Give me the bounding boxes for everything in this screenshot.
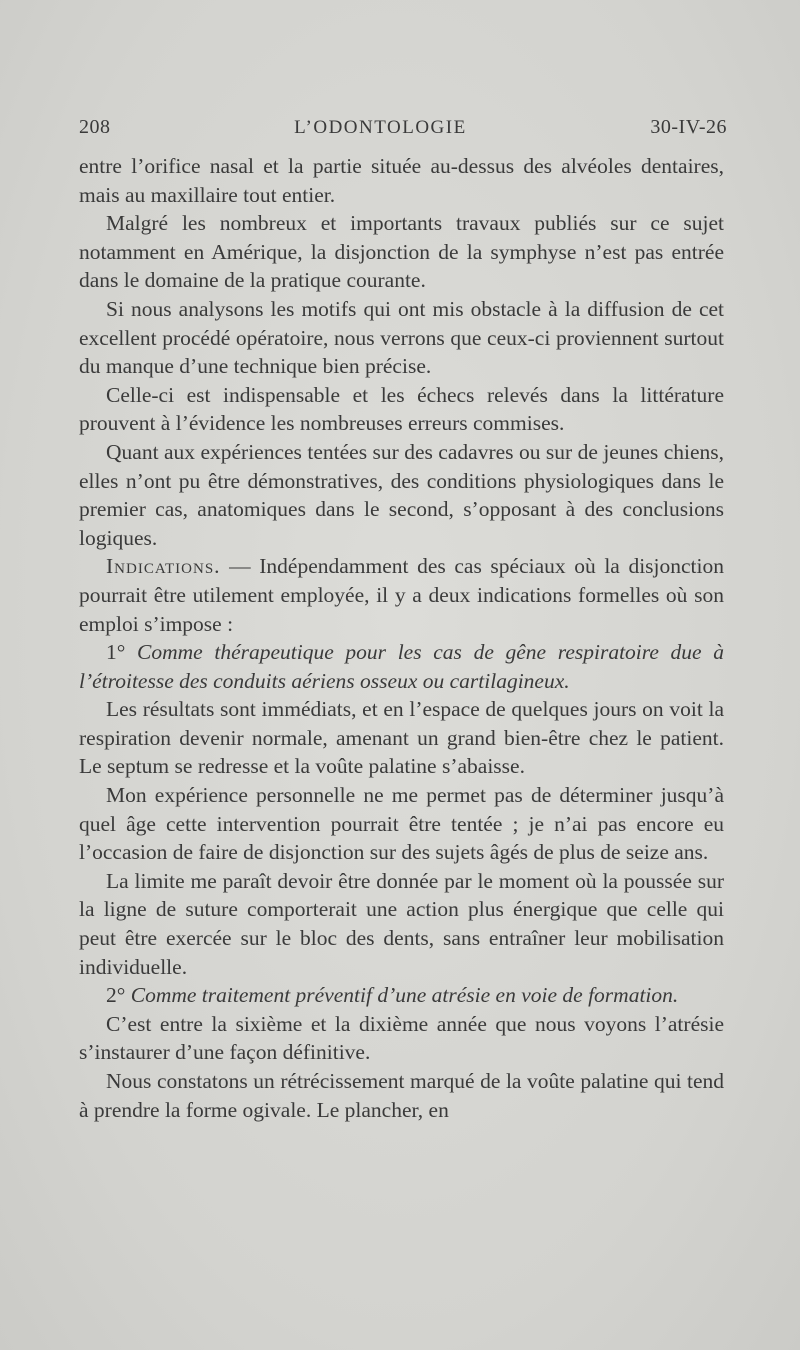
indication-title: Comme thérapeutique pour les cas de gêne respiratoire due à l’étroitesse des conduits aériens osseux ou cartilagineux. xyxy=(79,640,724,693)
body-text xyxy=(79,152,724,1124)
paragraph xyxy=(79,638,724,695)
paragraph: La limite me paraît devoir être donnée par le moment où la poussée sur la ligne de suture comporterait une action plus énergique que celle qui peut être exercée sur le bloc des dents, sans entraîner leur mobilisation individuelle. xyxy=(79,868,724,979)
paragraph: Les résultats sont immédiats, et en l’espace de quelques jours on voit la respiration devenir normale, amenant un grand bien-être chez le patient. Le septum se redresse et la voûte palatine s’abaisse. xyxy=(79,697,724,779)
running-header xyxy=(79,116,727,139)
paragraph: Quant aux expériences tentées sur des cadavres ou sur de jeunes chiens, elles n’ont pu être démonstratives, des conditions physiologiques dans le premier cas, anatomiques dans le second, s’opposant à des conclusions logiques. xyxy=(79,439,724,550)
paragraph: Malgré les nombreux et importants travaux publiés sur ce sujet notamment en Amérique, la disjonction de la symphyse n’est pas entrée dans le domaine de la pratique courante. xyxy=(79,211,724,293)
indication-title: Comme traitement préventif d’une atrésie en voie de formation. xyxy=(125,983,679,1008)
list-number: 1° xyxy=(106,640,126,665)
journal-title: L’ODONTOLOGIE xyxy=(294,117,467,138)
paragraph: Celle-ci est indispensable et les échecs relevés dans la littérature prouvent à l’évidence les nombreuses erreurs commises. xyxy=(79,382,724,436)
page-number: 208 xyxy=(79,116,111,138)
paragraph: Nous constatons un rétrécissement marqué de la voûte palatine qui tend à prendre la forme ogivale. Le plancher, en xyxy=(79,1069,724,1122)
paragraph: C’est entre la sixième et la dixième année que nous voyons l’atrésie s’instaurer d’une façon définitive. xyxy=(79,1011,724,1065)
paragraph: Si nous analysons les motifs qui ont mis obstacle à la diffusion de cet excellent procédé opératoire, nous verrons que ceux-ci proviennent surtout du manque d’une technique bien précise. xyxy=(79,296,724,379)
issue-date: 30-IV-26 xyxy=(650,116,727,138)
section-heading: Indications. xyxy=(106,554,221,579)
paragraph xyxy=(79,981,724,1010)
paragraph-text: — Indépendamment des cas spéciaux où la disjonction pourrait être utilement employée, il y a deux indications formelles où son emploi s’impose : xyxy=(79,554,724,636)
paragraph xyxy=(79,552,724,638)
list-number: 2° xyxy=(106,983,126,1008)
paragraph: Mon expérience personnelle ne me permet pas de déterminer jusqu’à quel âge cette intervention pourrait être tentée ; je n’ai pas encore eu l’occasion de faire de disjonction sur des sujets âgés de plus de seize ans. xyxy=(79,783,724,865)
paragraph: entre l’orifice nasal et la partie située au-dessus des alvéoles dentaires, mais au maxillaire tout entier. xyxy=(79,154,724,207)
